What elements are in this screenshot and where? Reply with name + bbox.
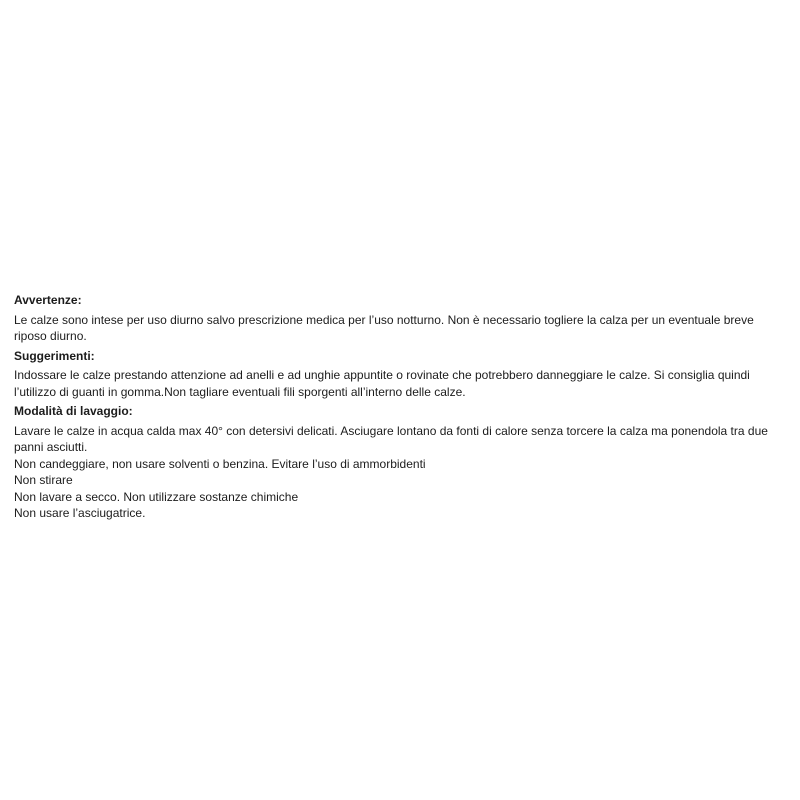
paragraph: Indossare le calze prestando attenzione ad anelli e ad unghie appuntite o rovinate che potrebbero danneggiare le calze. Si consiglia quindi l’utilizzo di guanti in gomma.Non tagliare eventuali fili sporgenti all’interno delle calze. [14, 368, 750, 399]
paragraph: Lavare le calze in acqua calda max 40° con detersivi delicati. Asciugare lontano da fonti di calore senza torcere la calza ma ponendola tra due panni asciutti. [14, 423, 768, 454]
paragraph: Non stirare [14, 473, 73, 487]
instruction-section [14, 403, 789, 522]
section-body [14, 423, 789, 522]
section-body [14, 367, 789, 400]
care-instructions [14, 292, 789, 525]
paragraph: Le calze sono intese per uso diurno salvo prescrizione medica per l’uso notturno. Non è necessario togliere la calza per un eventuale breve riposo diurno. [14, 312, 754, 343]
paragraph: Non usare l’asciugatrice. [14, 506, 146, 520]
section-body [14, 312, 789, 345]
instruction-section [14, 348, 789, 401]
section-heading: Suggerimenti: [14, 348, 95, 363]
section-heading: Avvertenze: [14, 293, 82, 307]
section-heading: Modalità di lavaggio: [14, 404, 133, 418]
paragraph: Non candeggiare, non usare solventi o benzina. Evitare l’uso di ammorbidenti [14, 456, 426, 471]
paragraph: Non lavare a secco. Non utilizzare sostanze chimiche [14, 489, 299, 504]
instruction-section [14, 292, 789, 345]
